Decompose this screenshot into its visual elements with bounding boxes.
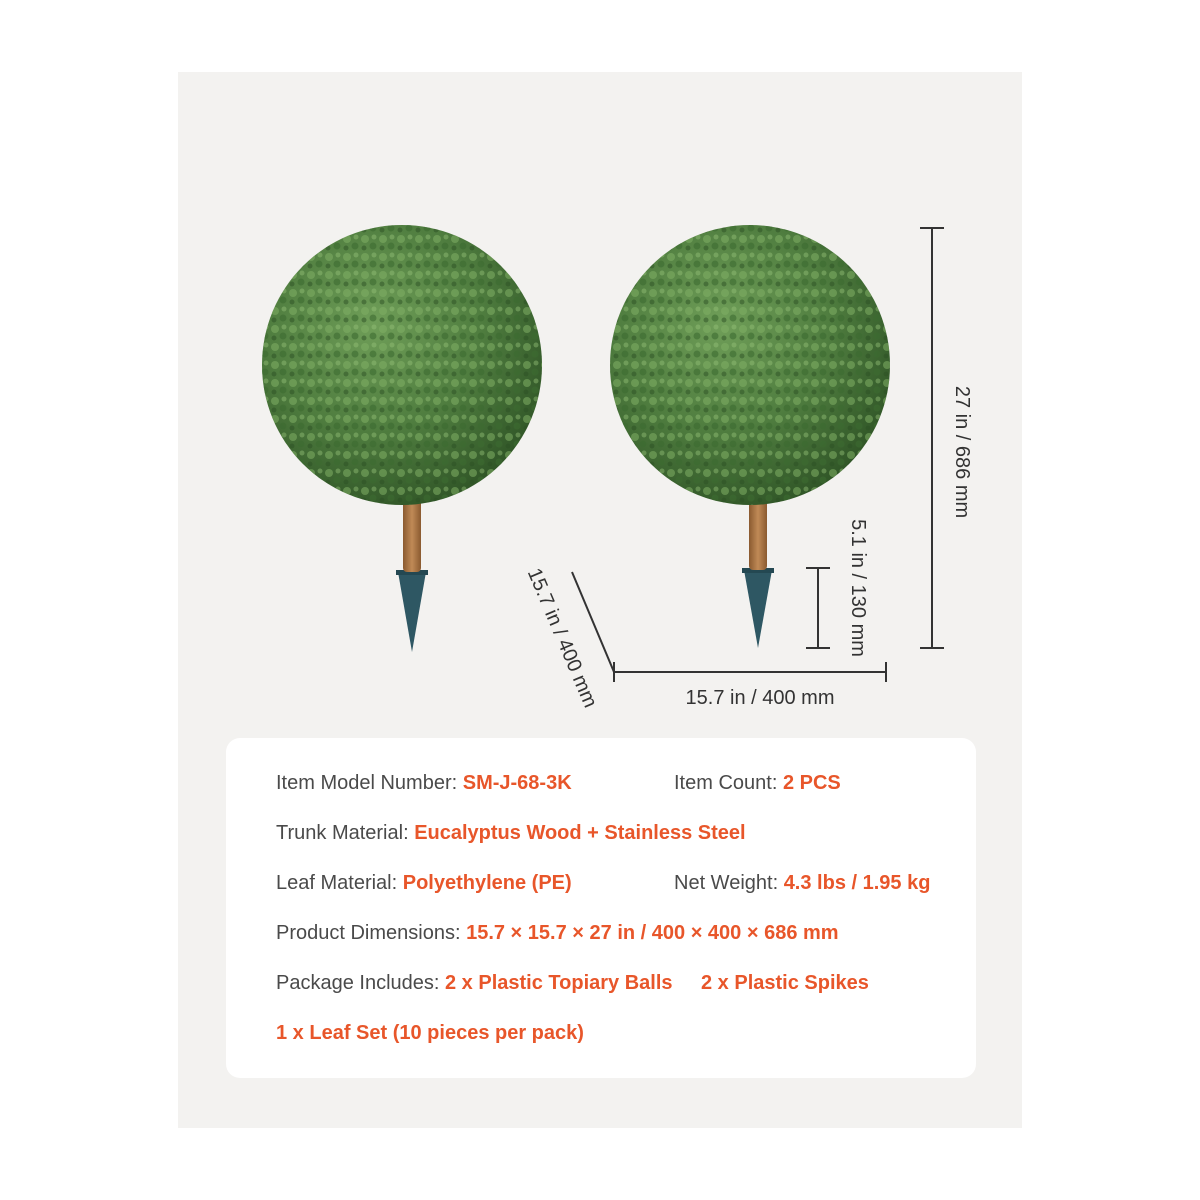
spec-package: Package Includes: 2 x Plastic Topiary Balls [276, 972, 673, 994]
spike-right [744, 570, 772, 648]
spec-package-item-3: 1 x Leaf Set (10 pieces per pack) [276, 1022, 584, 1044]
spike-height-label: 5.1 in / 130 mm [847, 519, 869, 657]
width-dimension-line [614, 662, 886, 682]
spec-package-item-2: 2 x Plastic Spikes [701, 972, 869, 994]
spike-dimension-line [806, 568, 830, 648]
depth-label: 15.7 in / 400 mm [522, 565, 602, 711]
spec-weight: Net Weight: 4.3 lbs / 1.95 kg [674, 872, 931, 894]
width-label: 15.7 in / 400 mm [685, 687, 835, 709]
spec-model: Item Model Number: SM-J-68-3K [276, 772, 572, 794]
height-dimension-line [920, 228, 944, 648]
topiary-left [262, 225, 542, 652]
spec-trunk: Trunk Material: Eucalyptus Wood + Stainless Steel [276, 822, 746, 844]
height-label: 27 in / 686 mm [951, 385, 973, 519]
spec-count: Item Count: 2 PCS [674, 772, 841, 794]
spec-leaf: Leaf Material: Polyethylene (PE) [276, 872, 572, 894]
spike-left [398, 572, 426, 652]
spec-dimensions: Product Dimensions: 15.7 × 15.7 × 27 in / 400 × 400 × 686 mm [276, 922, 839, 944]
